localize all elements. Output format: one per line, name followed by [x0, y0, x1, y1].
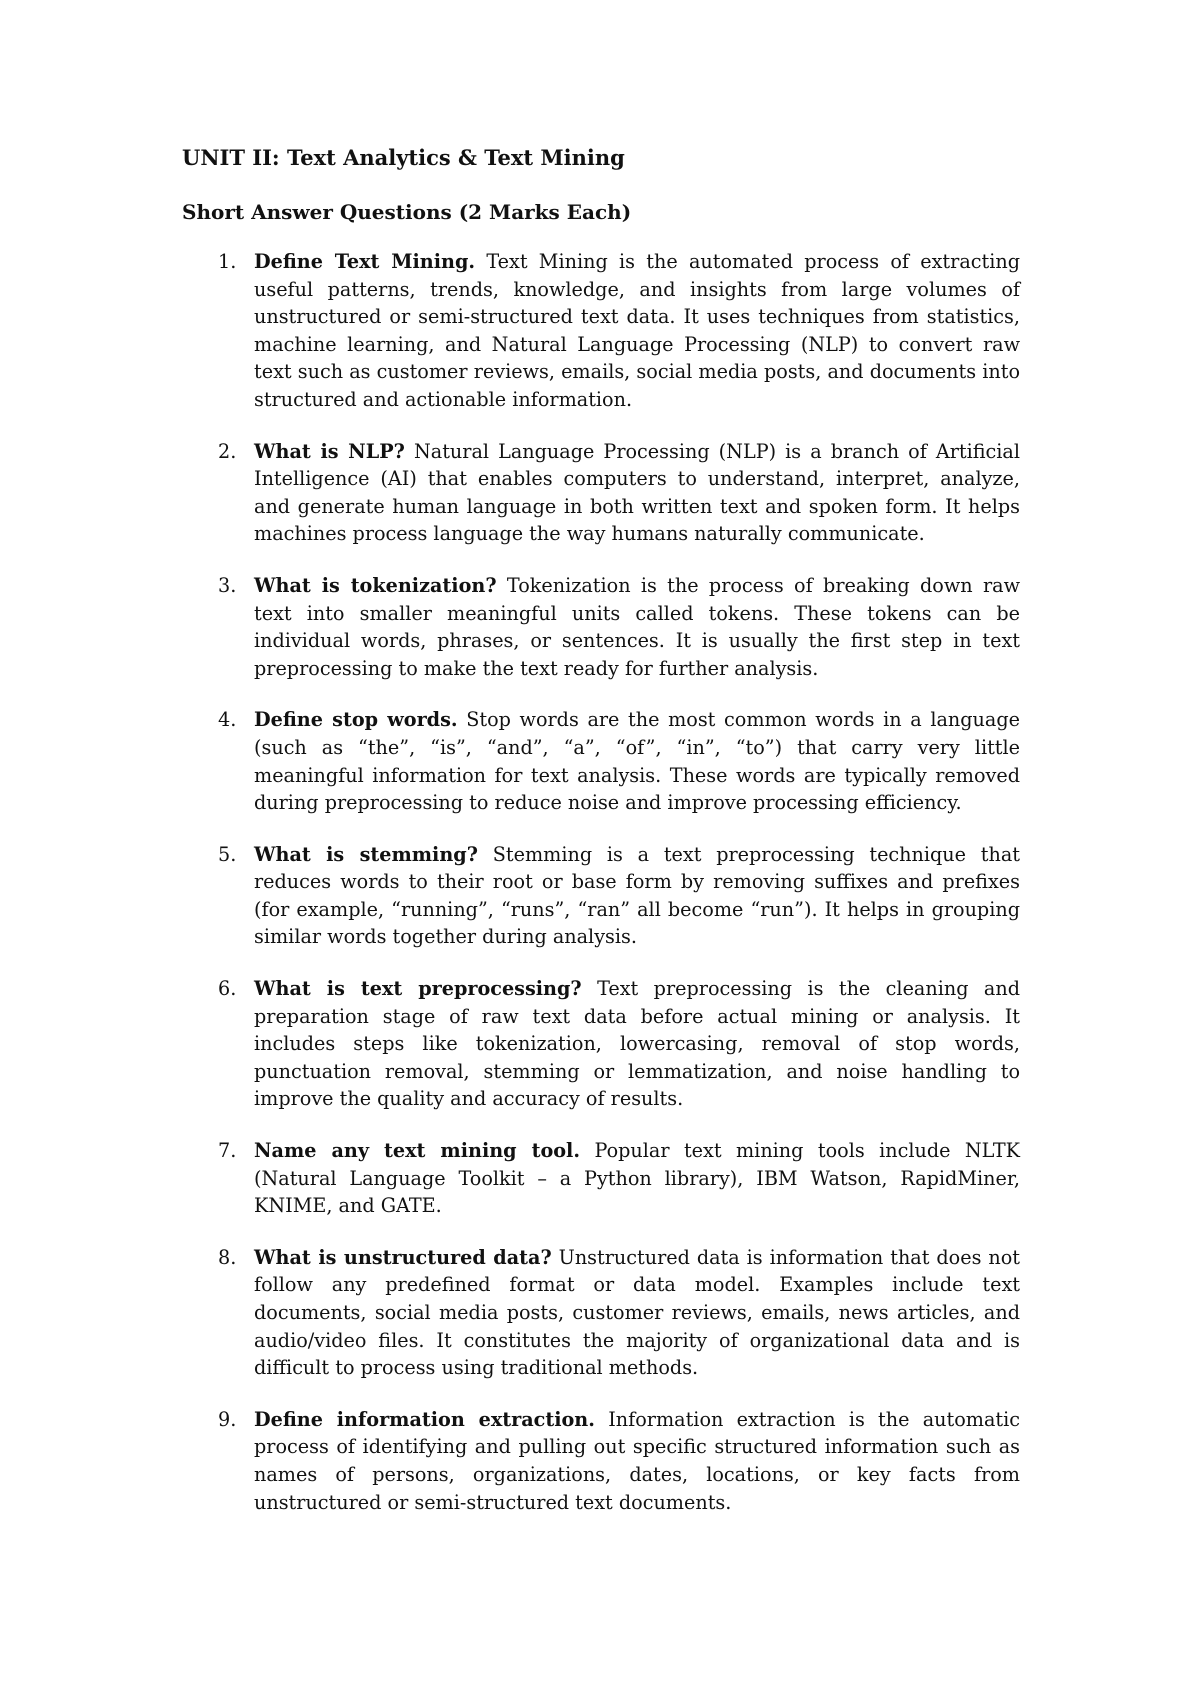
- question-item: [182, 1244, 1020, 1382]
- answer-text: Stemming is a text preprocessing technique that reduces words to their root or base form by removing suffixes and prefixes (for example, “running”, “runs”, “ran” all become “run”). It helps in grouping similar words together during analysis.: [254, 842, 1021, 949]
- question-item: [182, 1406, 1020, 1516]
- question-text: Define information extraction.: [254, 1407, 595, 1431]
- document-content: [182, 144, 1020, 1540]
- question-text: Define stop words.: [254, 708, 458, 732]
- question-number: 4.: [218, 708, 237, 732]
- question-number: 5.: [218, 842, 237, 866]
- answer-text: Natural Language Processing (NLP) is a branch of Artificial Intelligence (AI) that enables computers to understand, interpret, analyze, and generate human language in both written text and spoken form. It helps machines process language the way humans naturally communicate.: [254, 439, 1020, 546]
- answer-text: Popular text mining tools include NLTK (Natural Language Toolkit – a Python library), IBM Watson, RapidMiner, KNIME, and GATE.: [254, 1139, 1020, 1218]
- answer-text: Text preprocessing is the cleaning and preparation stage of raw text data before actual mining or analysis. It includes steps like tokenization, lowercasing, removal of stop words, punctuation removal, stemming or lemmatization, and noise handling to improve the quality and accuracy of results.: [254, 977, 1020, 1111]
- question-text: Name any text mining tool.: [254, 1139, 581, 1163]
- question-item: [182, 438, 1020, 548]
- question-number: 6.: [218, 977, 237, 1001]
- question-item: [182, 1137, 1020, 1220]
- question-number: 7.: [218, 1139, 237, 1163]
- answer-text: Stop words are the most common words in a language (such as “the”, “is”, “and”, “a”, “of”, “in”, “to”) that carry very little meaningful information for text analysis. These words are typically removed during preprocessing to reduce noise and improve processing efficiency.: [254, 708, 1020, 815]
- question-text: What is text preprocessing?: [254, 977, 582, 1001]
- question-item: [182, 572, 1020, 682]
- question-text: What is tokenization?: [254, 573, 497, 597]
- question-item: [182, 975, 1020, 1113]
- question-text: What is stemming?: [254, 842, 478, 866]
- question-number: 8.: [218, 1245, 237, 1269]
- question-item: [182, 841, 1020, 951]
- answer-text: Tokenization is the process of breaking down raw text into smaller meaningful units called tokens. These tokens can be individual words, phrases, or sentences. It is usually the first step in text preprocessing to make the text ready for further analysis.: [254, 573, 1020, 680]
- question-number: 9.: [218, 1407, 237, 1431]
- question-number: 1.: [218, 250, 237, 273]
- answer-text: Unstructured data is information that does not follow any predefined format or data model. Examples include text documents, social media posts, customer reviews, emails, news articles, and audio/video files. It constitutes the majority of organizational data and is difficult to process using traditional methods.: [254, 1245, 1020, 1380]
- question-number: 2.: [218, 439, 237, 463]
- question-number: 3.: [218, 573, 237, 597]
- question-text: What is unstructured data?: [254, 1245, 552, 1269]
- question-item: [182, 248, 1020, 414]
- unit-title: UNIT II: Text Analytics & Text Mining: [182, 145, 625, 170]
- answer-text: Text Mining is the automated process of extracting useful patterns, trends, knowledge, and insights from large volumes of unstructured or semi-structured text data. It uses techniques from statistics, machine learning, and Natural Language Processing (NLP) to convert raw text such as customer reviews, emails, social media posts, and documents into structured and actionable information.: [254, 250, 1020, 411]
- answer-text: Information extraction is the automatic process of identifying and pulling out specific structured information such as names of persons, organizations, dates, locations, or key facts from unstructured or semi-structured text documents.: [254, 1407, 1021, 1514]
- question-item: [182, 706, 1020, 816]
- section-title: Short Answer Questions (2 Marks Each): [182, 200, 632, 224]
- question-list: [182, 248, 1020, 1516]
- question-text: What is NLP?: [254, 439, 405, 463]
- question-text: Define Text Mining.: [254, 250, 476, 273]
